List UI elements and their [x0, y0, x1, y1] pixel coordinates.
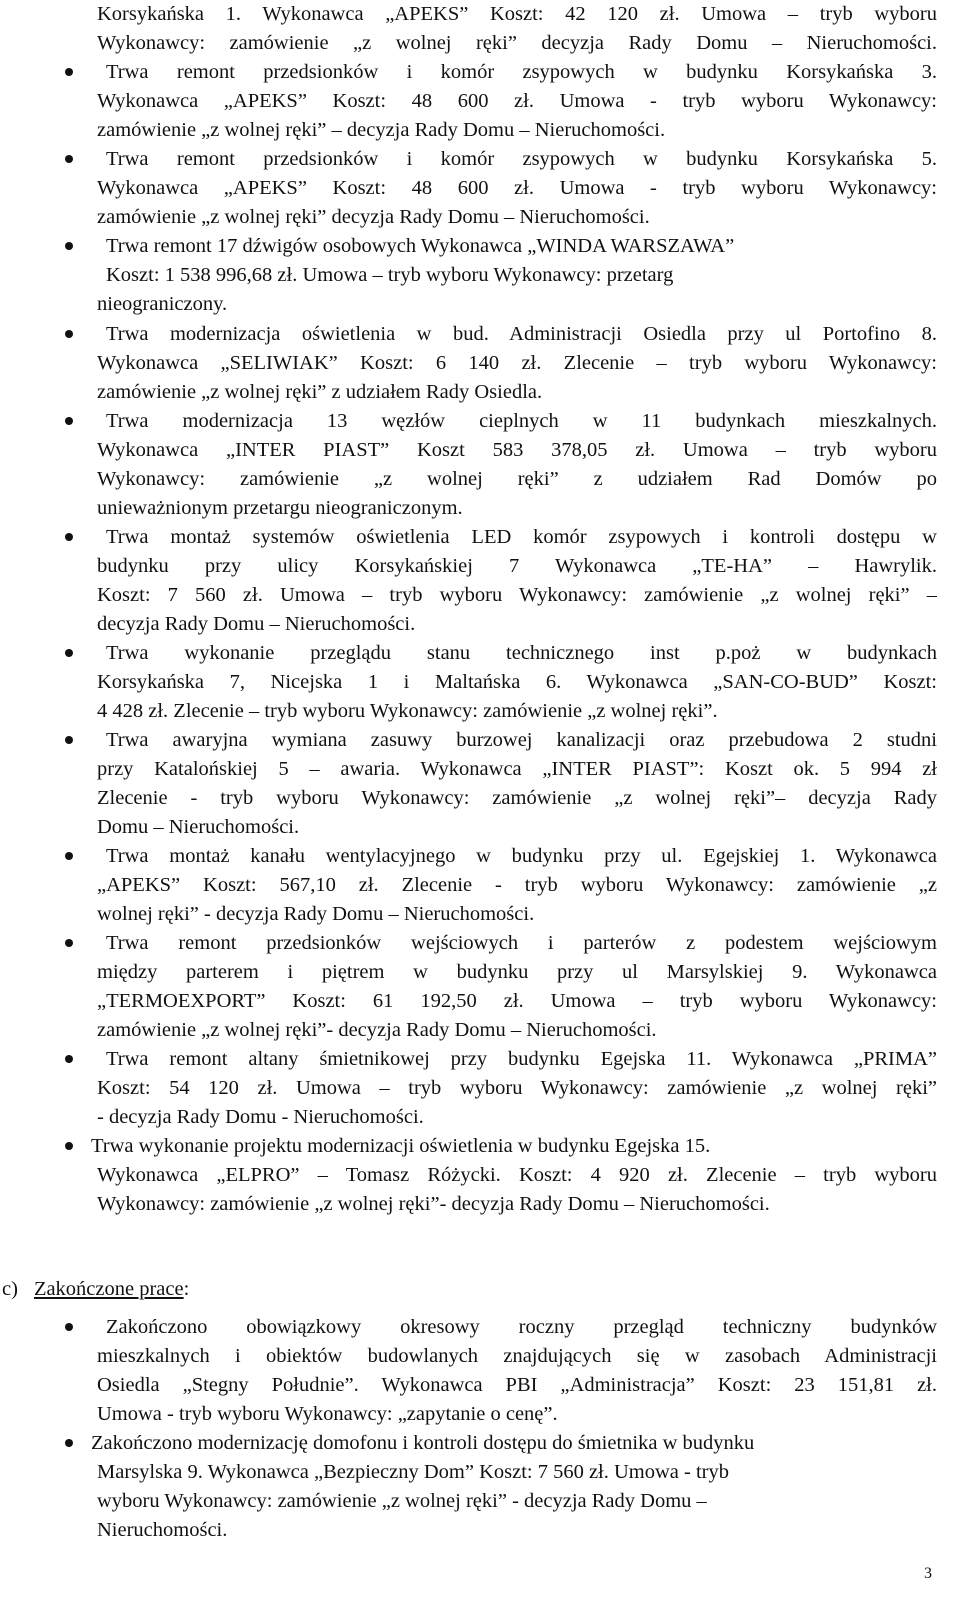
bullet-icon — [65, 649, 73, 657]
bullet-icon — [65, 1142, 73, 1150]
item-1-line-0: Trwa remont przedsionków i komór zsypowych w budynku Korsykańska 3. — [106, 61, 937, 83]
bullet-icon — [65, 939, 73, 947]
bullet-icon — [65, 852, 73, 860]
item-1-line-2: zamówienie „z wolnej ręki” – decyzja Rady Domu – Nieruchomości. — [97, 119, 666, 141]
section-c-colon: : — [183, 1278, 190, 1300]
item-8-line-3: Domu – Nieruchomości. — [97, 816, 300, 838]
item-10-line-2: „TERMOEXPORT” Koszt: 61 192,50 zł. Umowa – tryb wyboru Wykonawcy: — [97, 990, 937, 1012]
done-item-0-line-2: Osiedla „Stegny Południe”. Wykonawca PBI „Administracja” Koszt: 23 151,81 zł. — [97, 1374, 937, 1396]
done-item-1-line-0: Zakończono modernizację domofonu i kontroli dostępu do śmietnika w budynku — [91, 1432, 755, 1454]
item-9-line-0: Trwa montaż kanału wentylacyjnego w budynku przy ul. Egejskiej 1. Wykonawca — [106, 845, 937, 867]
page-number: 3 — [924, 1565, 932, 1582]
item-8-line-1: przy Katalońskiej 5 – awaria. Wykonawca „INTER PIAST”: Koszt ok. 5 994 zł — [97, 758, 937, 780]
item-8-line-0: Trwa awaryjna wymiana zasuwy burzowej kanalizacji oraz przebudowa 2 studni — [106, 729, 937, 751]
item-3-line-1: Koszt: 1 538 996,68 zł. Umowa – tryb wyboru Wykonawcy: przetarg — [106, 264, 674, 286]
item-4-line-0: Trwa modernizacja oświetlenia w bud. Administracji Osiedla przy ul Portofino 8. — [106, 323, 937, 345]
item-11-line-1: Koszt: 54 120 zł. Umowa – tryb wyboru Wykonawcy: zamówienie „z wolnej ręki” — [97, 1077, 937, 1099]
done-item-0-line-0: Zakończono obowiązkowy okresowy roczny przegląd techniczny budynków — [106, 1316, 937, 1338]
item-12-line-2: Wykonawcy: zamówienie „z wolnej ręki”- decyzja Rady Domu – Nieruchomości. — [97, 1193, 770, 1215]
section-c-heading — [2, 1275, 189, 1303]
item-3-line-2: nieograniczony. — [97, 293, 228, 315]
item-10-line-3: zamówienie „z wolnej ręki”- decyzja Rady Domu – Nieruchomości. — [97, 1019, 657, 1041]
item-0-line-1: Wykonawcy: zamówienie „z wolnej ręki” decyzja Rady Domu – Nieruchomości. — [97, 32, 937, 54]
item-10-line-1: między parterem i piętrem w budynku przy ul Marsylskiej 9. Wykonawca — [97, 961, 937, 983]
done-item-1-line-2: wyboru Wykonawcy: zamówienie „z wolnej ręki” - decyzja Rady Domu – — [97, 1490, 707, 1512]
bullet-icon — [65, 533, 73, 541]
bullet-icon — [65, 242, 73, 250]
item-8-line-2: Zlecenie - tryb wyboru Wykonawcy: zamówienie „z wolnej ręki”– decyzja Rady — [97, 787, 937, 809]
bullet-icon — [65, 155, 73, 163]
bullet-icon — [65, 1439, 73, 1447]
item-1-line-1: Wykonawca „APEKS” Koszt: 48 600 zł. Umowa - tryb wyboru Wykonawcy: — [97, 90, 937, 112]
item-0-line-0: Korsykańska 1. Wykonawca „APEKS” Koszt: 42 120 zł. Umowa – tryb wyboru — [97, 3, 937, 25]
item-7-line-0: Trwa wykonanie przeglądu stanu technicznego inst p.poż w budynkach — [106, 642, 937, 664]
item-9-line-2: wolnej ręki” - decyzja Rady Domu – Nieruchomości. — [97, 903, 535, 925]
item-6-line-3: decyzja Rady Domu – Nieruchomości. — [97, 613, 416, 635]
item-12-line-0: Trwa wykonanie projektu modernizacji oświetlenia w budynku Egejska 15. — [91, 1135, 711, 1157]
bullet-icon — [65, 417, 73, 425]
item-4-line-1: Wykonawca „SELIWIAK” Koszt: 6 140 zł. Zlecenie – tryb wyboru Wykonawcy: — [97, 352, 937, 374]
done-item-1-line-1: Marsylska 9. Wykonawca „Bezpieczny Dom” Koszt: 7 560 zł. Umowa - tryb — [97, 1461, 730, 1483]
item-5-line-2: Wykonawcy: zamówienie „z wolnej ręki” z udziałem Rad Domów po — [97, 468, 937, 490]
item-9-line-1: „APEKS” Koszt: 567,10 zł. Zlecenie - tryb wyboru Wykonawcy: zamówienie „z — [97, 874, 937, 896]
bullet-icon — [65, 736, 73, 744]
bullet-icon — [65, 330, 73, 338]
item-10-line-0: Trwa remont przedsionków wejściowych i parterów z podestem wejściowym — [106, 932, 937, 954]
done-item-0-line-3: Umowa - tryb wyboru Wykonawcy: „zapytanie o cenę”. — [97, 1403, 558, 1425]
done-item-1-line-3: Nieruchomości. — [97, 1519, 228, 1541]
item-5-line-3: unieważnionym przetargu nieograniczonym. — [97, 497, 463, 519]
item-6-line-1: budynku przy ulicy Korsykańskiej 7 Wykonawca „TE-HA” – Hawrylik. — [97, 555, 937, 577]
item-2-line-1: Wykonawca „APEKS” Koszt: 48 600 zł. Umowa - tryb wyboru Wykonawcy: — [97, 177, 937, 199]
item-12-line-1: Wykonawca „ELPRO” – Tomasz Różycki. Koszt: 4 920 zł. Zlecenie – tryb wyboru — [97, 1164, 937, 1186]
item-11-line-0: Trwa remont altany śmietnikowej przy budynku Egejska 11. Wykonawca „PRIMA” — [106, 1048, 937, 1070]
section-c-title: Zakończone prace — [33, 1278, 184, 1300]
item-4-line-2: zamówienie „z wolnej ręki” z udziałem Rady Osiedla. — [97, 381, 543, 403]
bullet-icon — [65, 1323, 73, 1331]
bullet-icon — [65, 68, 73, 76]
item-7-line-2: 4 428 zł. Zlecenie – tryb wyboru Wykonawcy: zamówienie „z wolnej ręki”. — [97, 700, 718, 722]
item-2-line-0: Trwa remont przedsionków i komór zsypowych w budynku Korsykańska 5. — [106, 148, 937, 170]
item-3-line-0: Trwa remont 17 dźwigów osobowych Wykonawca „WINDA WARSZAWA” — [106, 235, 735, 257]
item-2-line-2: zamówienie „z wolnej ręki” decyzja Rady Domu – Nieruchomości. — [97, 206, 650, 228]
section-c-marker: c) — [2, 1278, 18, 1300]
item-11-line-2: - decyzja Rady Domu - Nieruchomości. — [97, 1106, 424, 1128]
bullet-icon — [65, 1055, 73, 1063]
item-6-line-2: Koszt: 7 560 zł. Umowa – tryb wyboru Wykonawcy: zamówienie „z wolnej ręki” – — [97, 584, 937, 606]
item-7-line-1: Korsykańska 7, Nicejska 1 i Maltańska 6. Wykonawca „SAN-CO-BUD” Koszt: — [97, 671, 937, 693]
item-5-line-1: Wykonawca „INTER PIAST” Koszt 583 378,05 zł. Umowa – tryb wyboru — [97, 439, 937, 461]
item-5-line-0: Trwa modernizacja 13 węzłów cieplnych w 11 budynkach mieszkalnych. — [106, 410, 937, 432]
item-6-line-0: Trwa montaż systemów oświetlenia LED komór zsypowych i kontroli dostępu w — [106, 526, 937, 548]
done-item-0-line-1: mieszkalnych i obiektów budowlanych znajdujących się w zasobach Administracji — [97, 1345, 937, 1367]
